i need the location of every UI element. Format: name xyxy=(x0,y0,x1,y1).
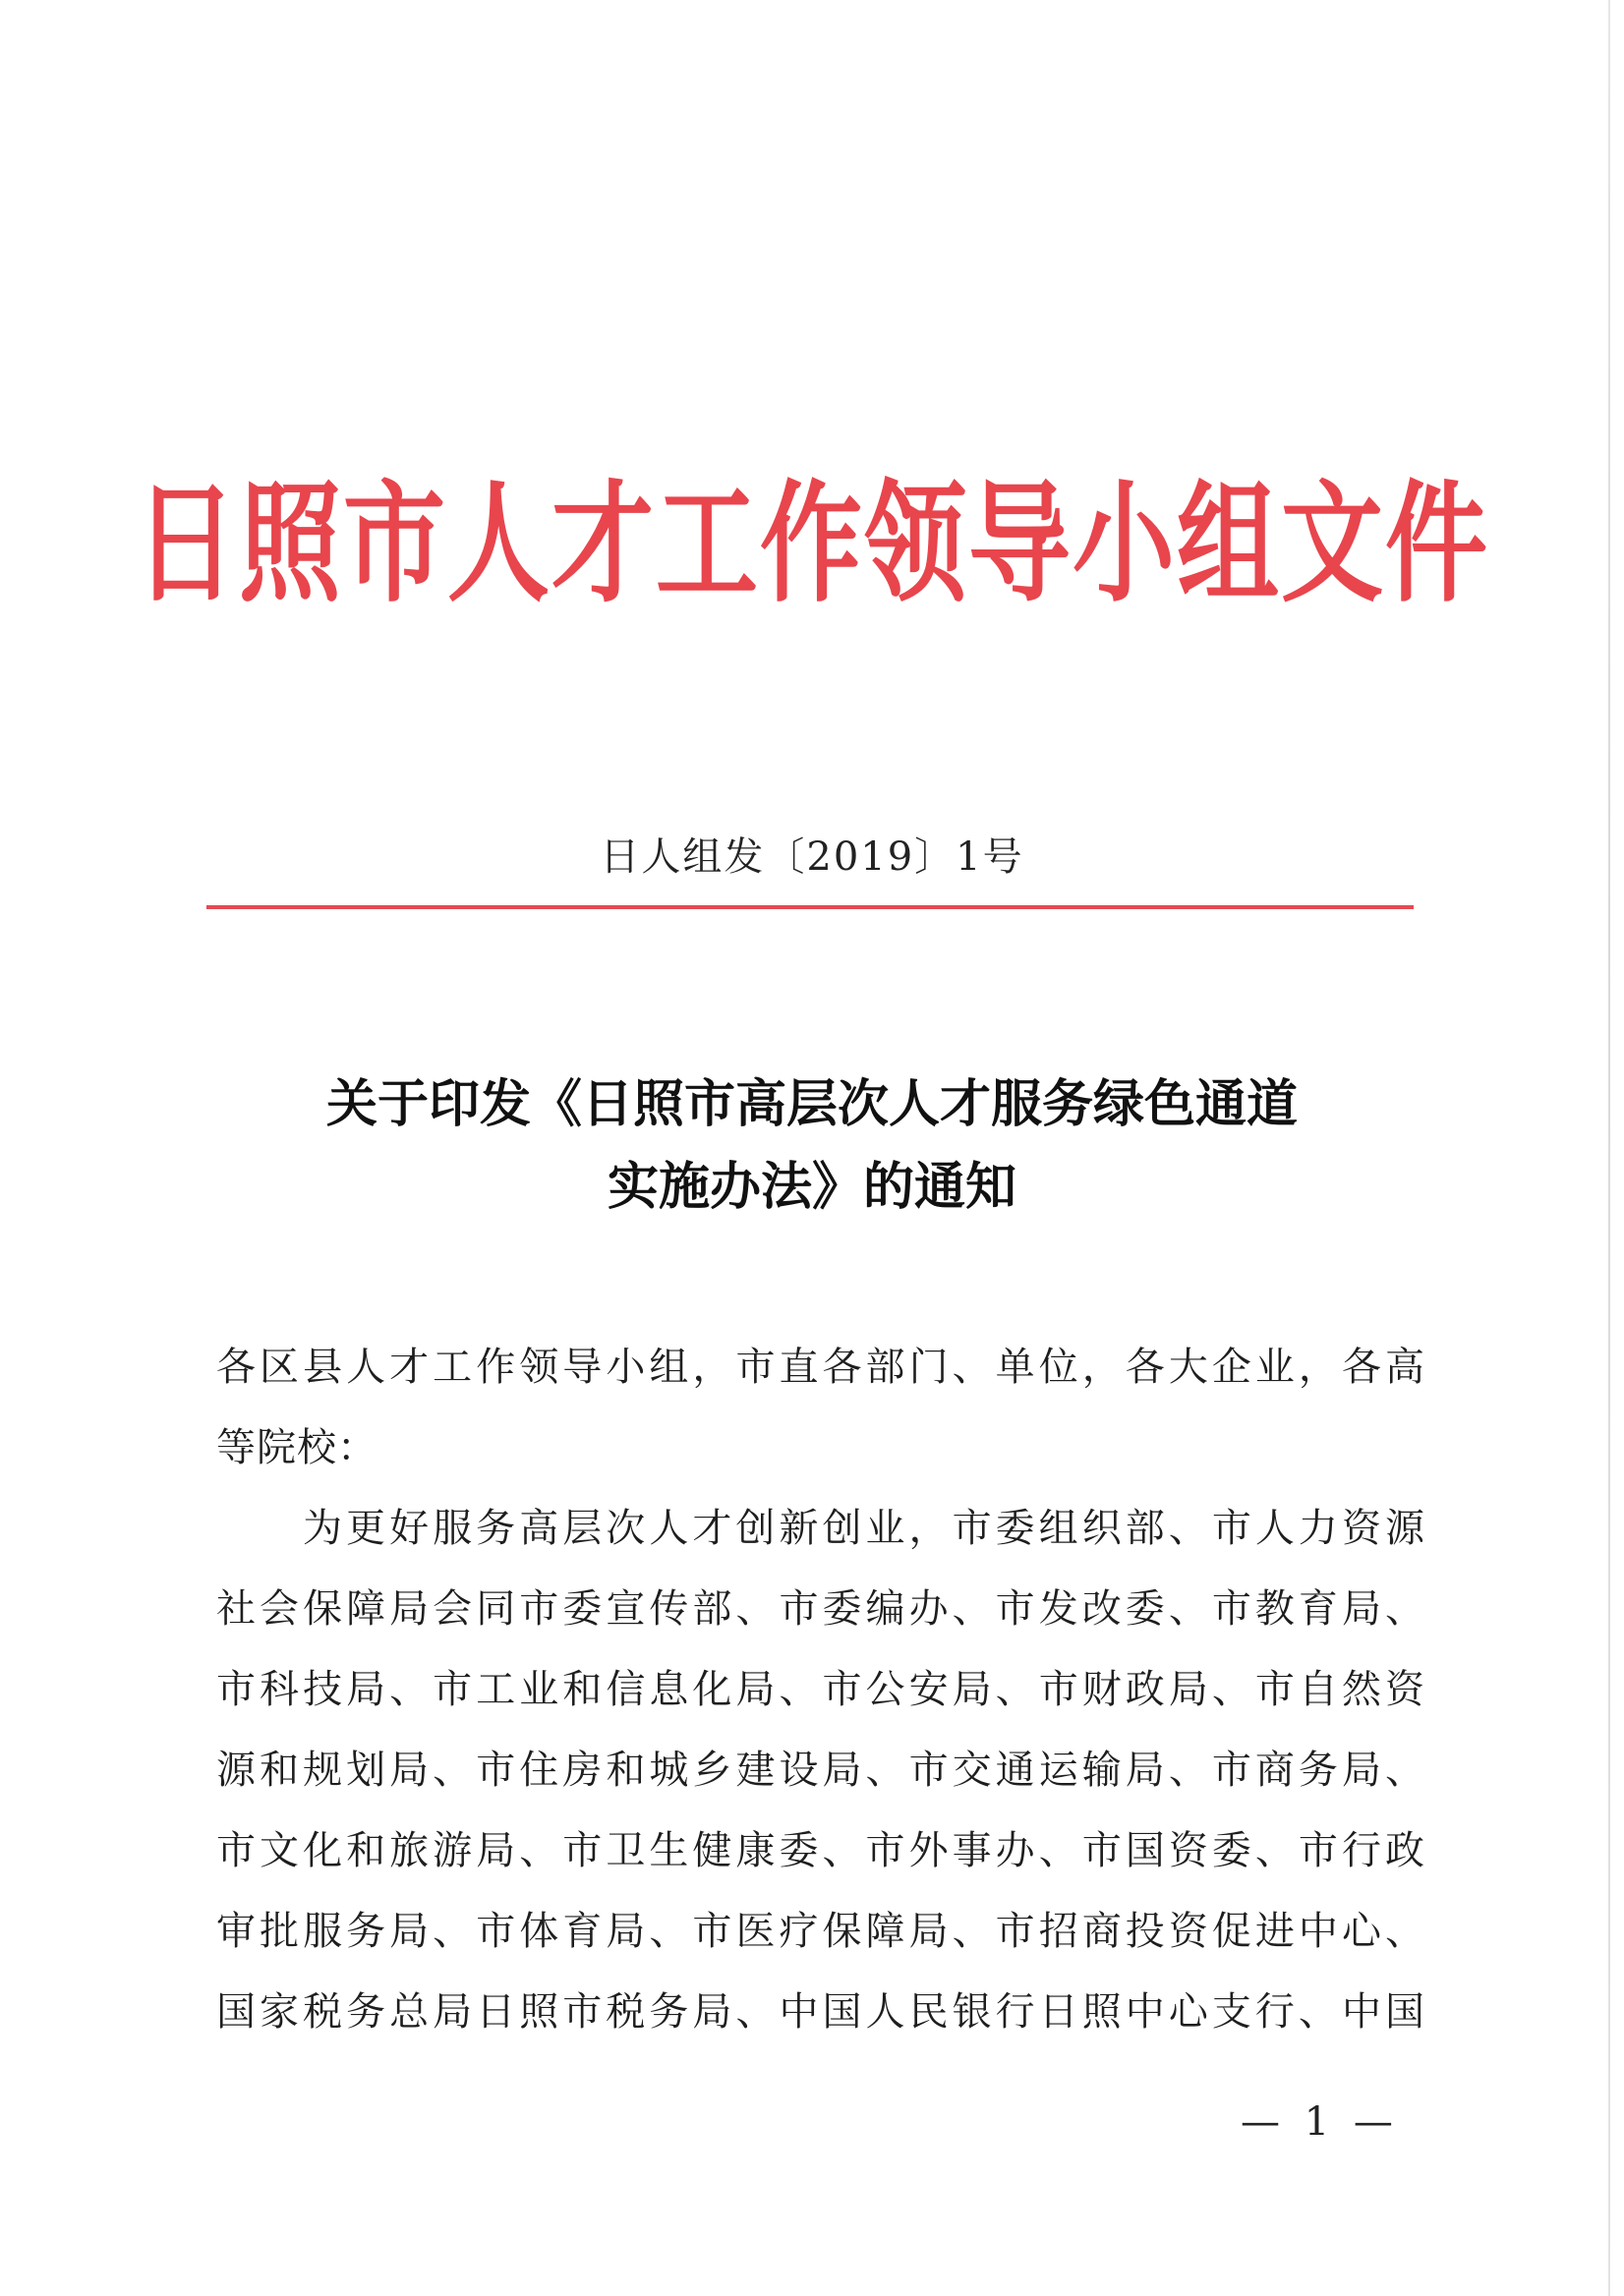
paragraph-line: 审批服务局、市体育局、市医疗保障局、市招商投资促进中心、 xyxy=(216,1909,1425,1954)
notice-title-line-1: 关于印发《日照市高层次人才服务绿色通道 xyxy=(325,1075,1298,1134)
notice-title-line-2: 实施办法》的通知 xyxy=(607,1158,1016,1217)
document-number: 日人组发〔2019〕1号 xyxy=(600,834,1024,880)
salutation-line-2: 等院校： xyxy=(216,1425,377,1470)
paragraph-line: 为更好服务高层次人才创新创业，市委组织部、市人力资源 xyxy=(303,1506,1425,1551)
salutation-line-1: 各区县人才工作领导小组，市直各部门、单位，各大企业，各高 xyxy=(216,1345,1425,1390)
document-body xyxy=(216,1327,1425,2052)
page-number: — 1 — xyxy=(1241,2099,1399,2145)
paragraph-line: 市科技局、市工业和信息化局、市公安局、市财政局、市自然资 xyxy=(216,1667,1425,1712)
notice-title xyxy=(0,1063,1624,1229)
red-divider-line xyxy=(206,905,1414,909)
paragraph-line: 社会保障局会同市委宣传部、市委编办、市发改委、市教育局、 xyxy=(216,1586,1425,1632)
paragraph-line: 源和规划局、市住房和城乡建设局、市交通运输局、市商务局、 xyxy=(216,1748,1425,1793)
paragraph-line: 国家税务总局日照市税务局、中国人民银行日照中心支行、中国 xyxy=(216,1989,1425,2035)
paragraph-line: 市文化和旅游局、市卫生健康委、市外事办、市国资委、市行政 xyxy=(216,1828,1425,1873)
masthead-title: 日照市人才工作领导小组文件 xyxy=(134,467,1489,621)
